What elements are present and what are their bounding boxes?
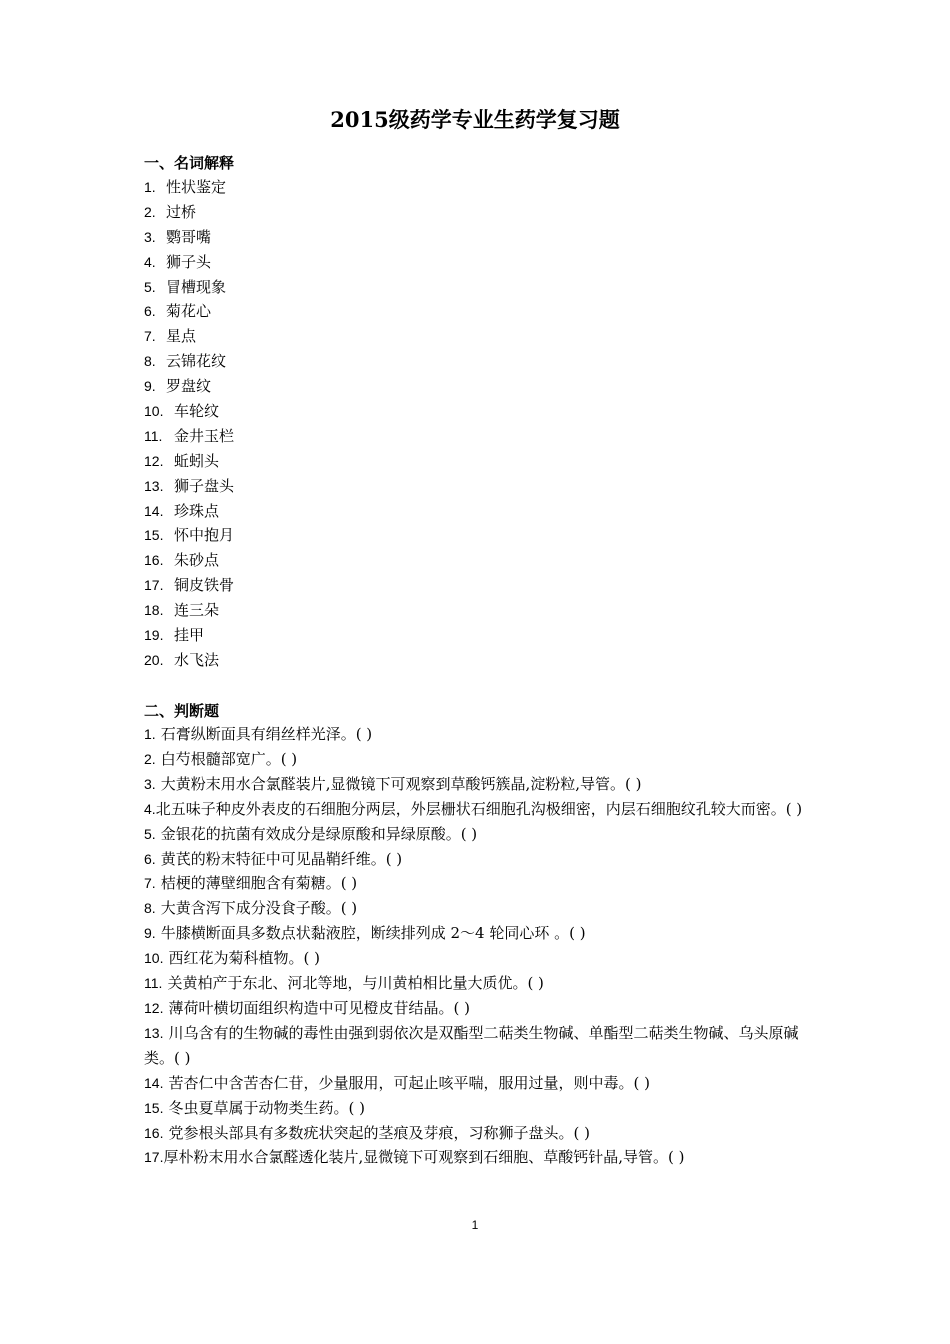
- item-text: 蚯蚓头: [174, 451, 220, 470]
- item-text: 金银花的抗菌有效成分是绿原酸和异绿原酸。( ): [160, 824, 478, 843]
- item-text: 星点: [166, 327, 197, 346]
- item-text: 厚朴粉末用水合氯醛透化装片,显微镜下可观察到石细胞、草酸钙针晶,导管。( ): [163, 1148, 685, 1167]
- list-item: [144, 499, 234, 524]
- list-item: [144, 971, 824, 996]
- list-item: [144, 847, 824, 872]
- item-number: 7.: [144, 875, 156, 892]
- item-number: 13.: [144, 1024, 164, 1041]
- item-number: 2.: [144, 203, 156, 220]
- item-number: 14.: [144, 502, 164, 519]
- item-text: 珍珠点: [174, 501, 220, 520]
- list-item: [144, 871, 824, 896]
- list-item: [144, 797, 824, 822]
- list-item: [144, 1145, 824, 1170]
- item-number: 9.: [144, 925, 156, 942]
- item-number: 16.: [144, 1124, 164, 1141]
- list-item: [144, 623, 234, 648]
- item-text: 狮子头: [166, 252, 212, 271]
- item-text: 白芍根髓部宽广。( ): [160, 749, 298, 768]
- item-text: 金井玉栏: [174, 426, 235, 445]
- list-item: [144, 275, 234, 300]
- section-heading-definitions: 一、名词解释: [144, 154, 235, 172]
- list-item: [144, 200, 234, 225]
- list-item: [144, 349, 234, 374]
- item-text: 冬虫夏草属于动物类生药。( ): [168, 1098, 365, 1117]
- list-item: [144, 1096, 824, 1121]
- item-text: 薄荷叶横切面组织构造中可见橙皮苷结晶。( ): [168, 998, 470, 1017]
- definitions-list: [144, 175, 234, 673]
- item-text: 川乌含有的生物碱的毒性由强到弱依次是双酯型二萜类生物碱、单酯型二萜类生物碱、乌头原碱类。( ): [144, 1023, 799, 1067]
- true-false-list: [144, 722, 824, 1170]
- item-text: 西红花为菊科植物。( ): [168, 949, 320, 968]
- item-number: 1.: [144, 726, 156, 742]
- item-number: 6.: [144, 303, 156, 320]
- item-number: 4.: [144, 253, 156, 270]
- item-text: 挂甲: [174, 626, 205, 645]
- item-text: 水飞法: [174, 650, 220, 669]
- item-text: 怀中抱月: [174, 526, 235, 545]
- item-number: 8.: [144, 900, 156, 917]
- item-number: 16.: [144, 552, 164, 569]
- item-number: 9.: [144, 378, 156, 395]
- item-number: 5.: [144, 825, 156, 842]
- list-item: [144, 1021, 824, 1071]
- item-number: 19.: [144, 627, 164, 644]
- item-text: 冒槽现象: [166, 277, 227, 296]
- item-number: 6.: [144, 850, 156, 867]
- item-number: 15.: [144, 1099, 164, 1116]
- item-text: 性状鉴定: [166, 178, 227, 196]
- item-text: 罗盘纹: [166, 377, 212, 396]
- item-text: 狮子盘头: [174, 476, 235, 495]
- item-number: 18.: [144, 602, 164, 619]
- list-item: [144, 921, 824, 946]
- item-number: 15.: [144, 527, 164, 544]
- list-item: [144, 474, 234, 499]
- item-number: 5.: [144, 278, 156, 295]
- list-item: [144, 424, 234, 449]
- item-number: 2.: [144, 750, 156, 767]
- list-item: [144, 896, 824, 921]
- list-item: [144, 324, 234, 349]
- list-item: [144, 996, 824, 1021]
- item-text: 过桥: [166, 202, 197, 221]
- item-text: 党参根头部具有多数疣状突起的茎痕及芽痕，习称狮子盘头。( ): [168, 1123, 590, 1142]
- item-number: 11.: [144, 975, 163, 992]
- list-item: [144, 573, 234, 598]
- list-item: [144, 548, 234, 573]
- item-text: 大黄粉末用水合氯醛装片,显微镜下可观察到草酸钙簇晶,淀粉粒,导管。( ): [160, 774, 642, 793]
- list-item: [144, 250, 234, 275]
- item-number: 13.: [144, 477, 164, 494]
- item-number: 8.: [144, 353, 156, 370]
- item-number: 7.: [144, 328, 156, 345]
- item-number: 3.: [144, 775, 156, 792]
- list-item: [144, 449, 234, 474]
- item-text: 铜皮铁骨: [174, 576, 235, 595]
- page-number: 1: [471, 1218, 479, 1232]
- item-number: 12.: [144, 999, 164, 1016]
- list-item: [144, 772, 824, 797]
- list-item: [144, 523, 234, 548]
- item-number: 14.: [144, 1074, 164, 1091]
- item-number: 17.: [144, 577, 164, 594]
- list-item: [144, 946, 824, 971]
- item-number: 4.: [144, 800, 156, 817]
- item-number: 20.: [144, 651, 164, 668]
- item-number: 3.: [144, 228, 156, 245]
- item-number: 10.: [144, 950, 164, 967]
- item-number: 17.: [144, 1149, 164, 1166]
- list-item: [144, 399, 234, 424]
- list-item: [144, 374, 234, 399]
- item-text: 关黄柏产于东北、河北等地，与川黄柏相比量大质优。( ): [167, 974, 544, 993]
- item-text: 石膏纵断面具有绢丝样光泽。( ): [160, 725, 373, 743]
- item-text: 鹦哥嘴: [166, 227, 212, 246]
- list-item: [144, 747, 824, 772]
- item-text: 北五味子种皮外表皮的石细胞分两层，外层栅状石细胞孔沟极细密，内层石细胞纹孔较大而密。( ): [155, 799, 803, 818]
- item-number: 12.: [144, 452, 164, 469]
- item-number: 1.: [144, 179, 156, 195]
- list-item: [144, 1121, 824, 1146]
- item-text: 车轮纹: [174, 402, 220, 421]
- list-item: [144, 299, 234, 324]
- item-text: 朱砂点: [174, 551, 220, 570]
- list-item: [144, 722, 824, 747]
- list-item: [144, 1071, 824, 1096]
- item-text: 牛膝横断面具多数点状黏液腔，断续排列成 2～4 轮同心环 。( ): [160, 924, 586, 943]
- list-item: [144, 225, 234, 250]
- list-item: [144, 822, 824, 847]
- item-text: 连三朵: [174, 601, 220, 620]
- item-number: 10.: [144, 403, 164, 420]
- item-text: 菊花心: [166, 302, 212, 321]
- document-title: 2015级药学专业生药学复习题: [330, 107, 620, 132]
- list-item: [144, 598, 234, 623]
- item-text: 苦杏仁中含苦杏仁苷，少量服用，可起止咳平喘，服用过量，则中毒。( ): [168, 1073, 650, 1092]
- item-text: 大黄含泻下成分没食子酸。( ): [160, 899, 358, 918]
- item-text: 桔梗的薄壁细胞含有菊糖。( ): [160, 874, 358, 893]
- item-text: 云锦花纹: [166, 352, 227, 371]
- item-text: 黄芪的粉末特征中可见晶鞘纤维。( ): [160, 849, 403, 868]
- item-number: 11.: [144, 427, 163, 444]
- list-item: [144, 648, 234, 673]
- list-item: [144, 175, 234, 200]
- section-heading-true-false: 二、判断题: [144, 702, 220, 720]
